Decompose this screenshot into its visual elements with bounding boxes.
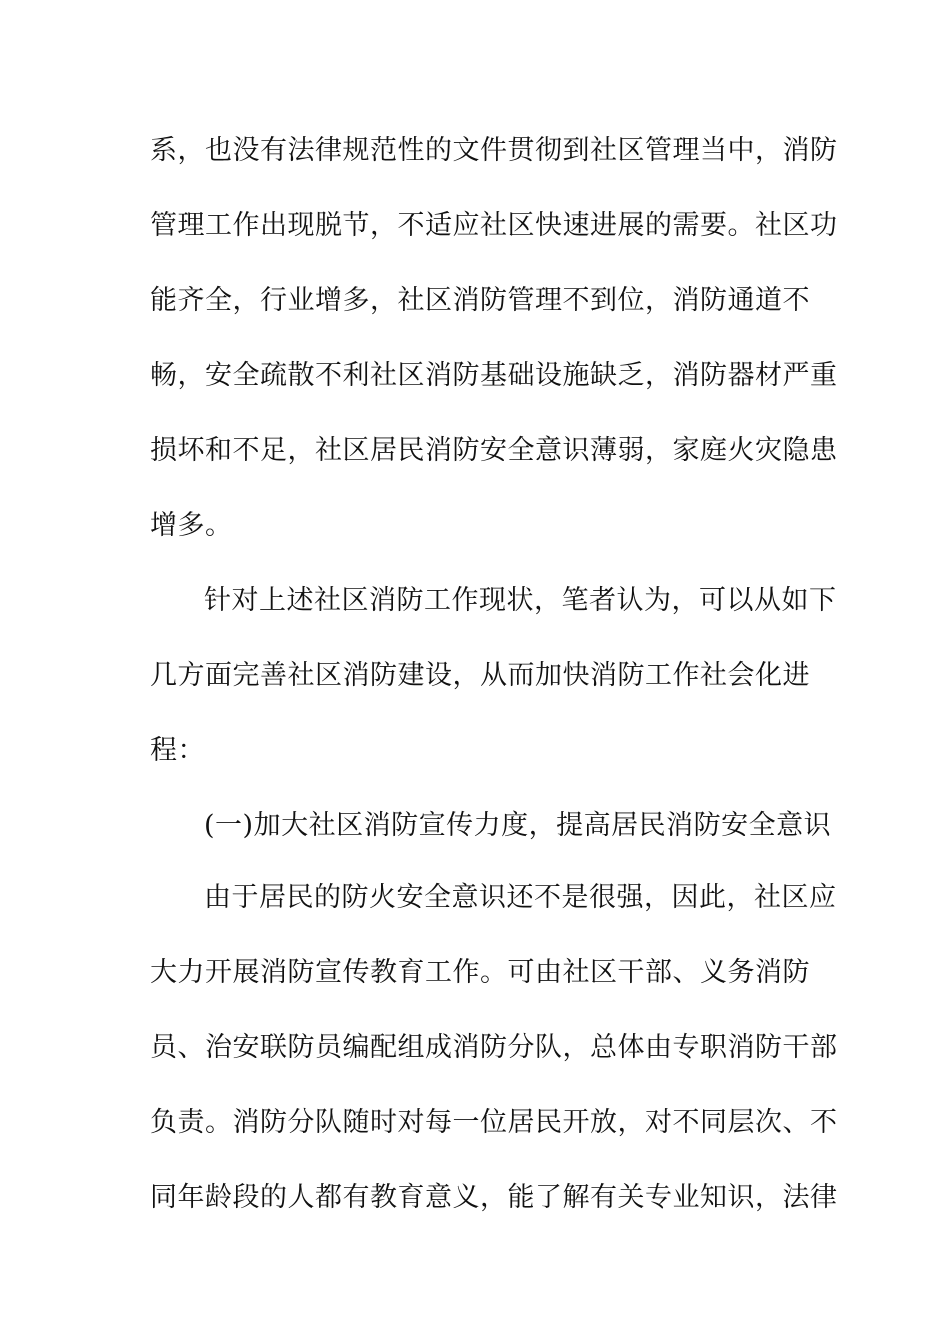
paragraph-line: 增多。 [150,510,233,541]
paragraph-line: 负责。消防分队随时对每一位居民开放，对不同层次、不 [150,1107,838,1138]
paragraph-line: 系，也没有法律规范性的文件贯彻到社区管理当中，消防 [150,135,838,166]
paragraph-line: 能齐全，行业增多，社区消防管理不到位，消防通道不 [150,285,810,316]
paragraph-line: 针对上述社区消防工作现状，笔者认为，可以从如下 [204,585,837,616]
paragraph-line: 损坏和不足，社区居民消防安全意识薄弱，家庭火灾隐患 [150,435,838,466]
paragraph-line: 由于居民的防火安全意识还不是很强，因此，社区应 [204,882,837,913]
paragraph-line: 同年龄段的人都有教育意义，能了解有关专业知识，法律 [150,1182,838,1213]
paragraph-line: 大力开展消防宣传教育工作。可由社区干部、义务消防 [150,957,810,988]
paragraph-line: 畅，安全疏散不利社区消防基础设施缺乏，消防器材严重 [150,360,838,391]
paragraph-line: 几方面完善社区消防建设，从而加快消防工作社会化进 [150,660,810,691]
section-heading: (一)加大社区消防宣传力度，提高居民消防安全意识 [204,810,832,841]
paragraph-line: 程： [150,735,205,766]
paragraph-line: 管理工作出现脱节，不适应社区快速进展的需要。社区功 [150,210,838,241]
paragraph-line: 员、治安联防员编配组成消防分队，总体由专职消防干部 [150,1032,838,1063]
